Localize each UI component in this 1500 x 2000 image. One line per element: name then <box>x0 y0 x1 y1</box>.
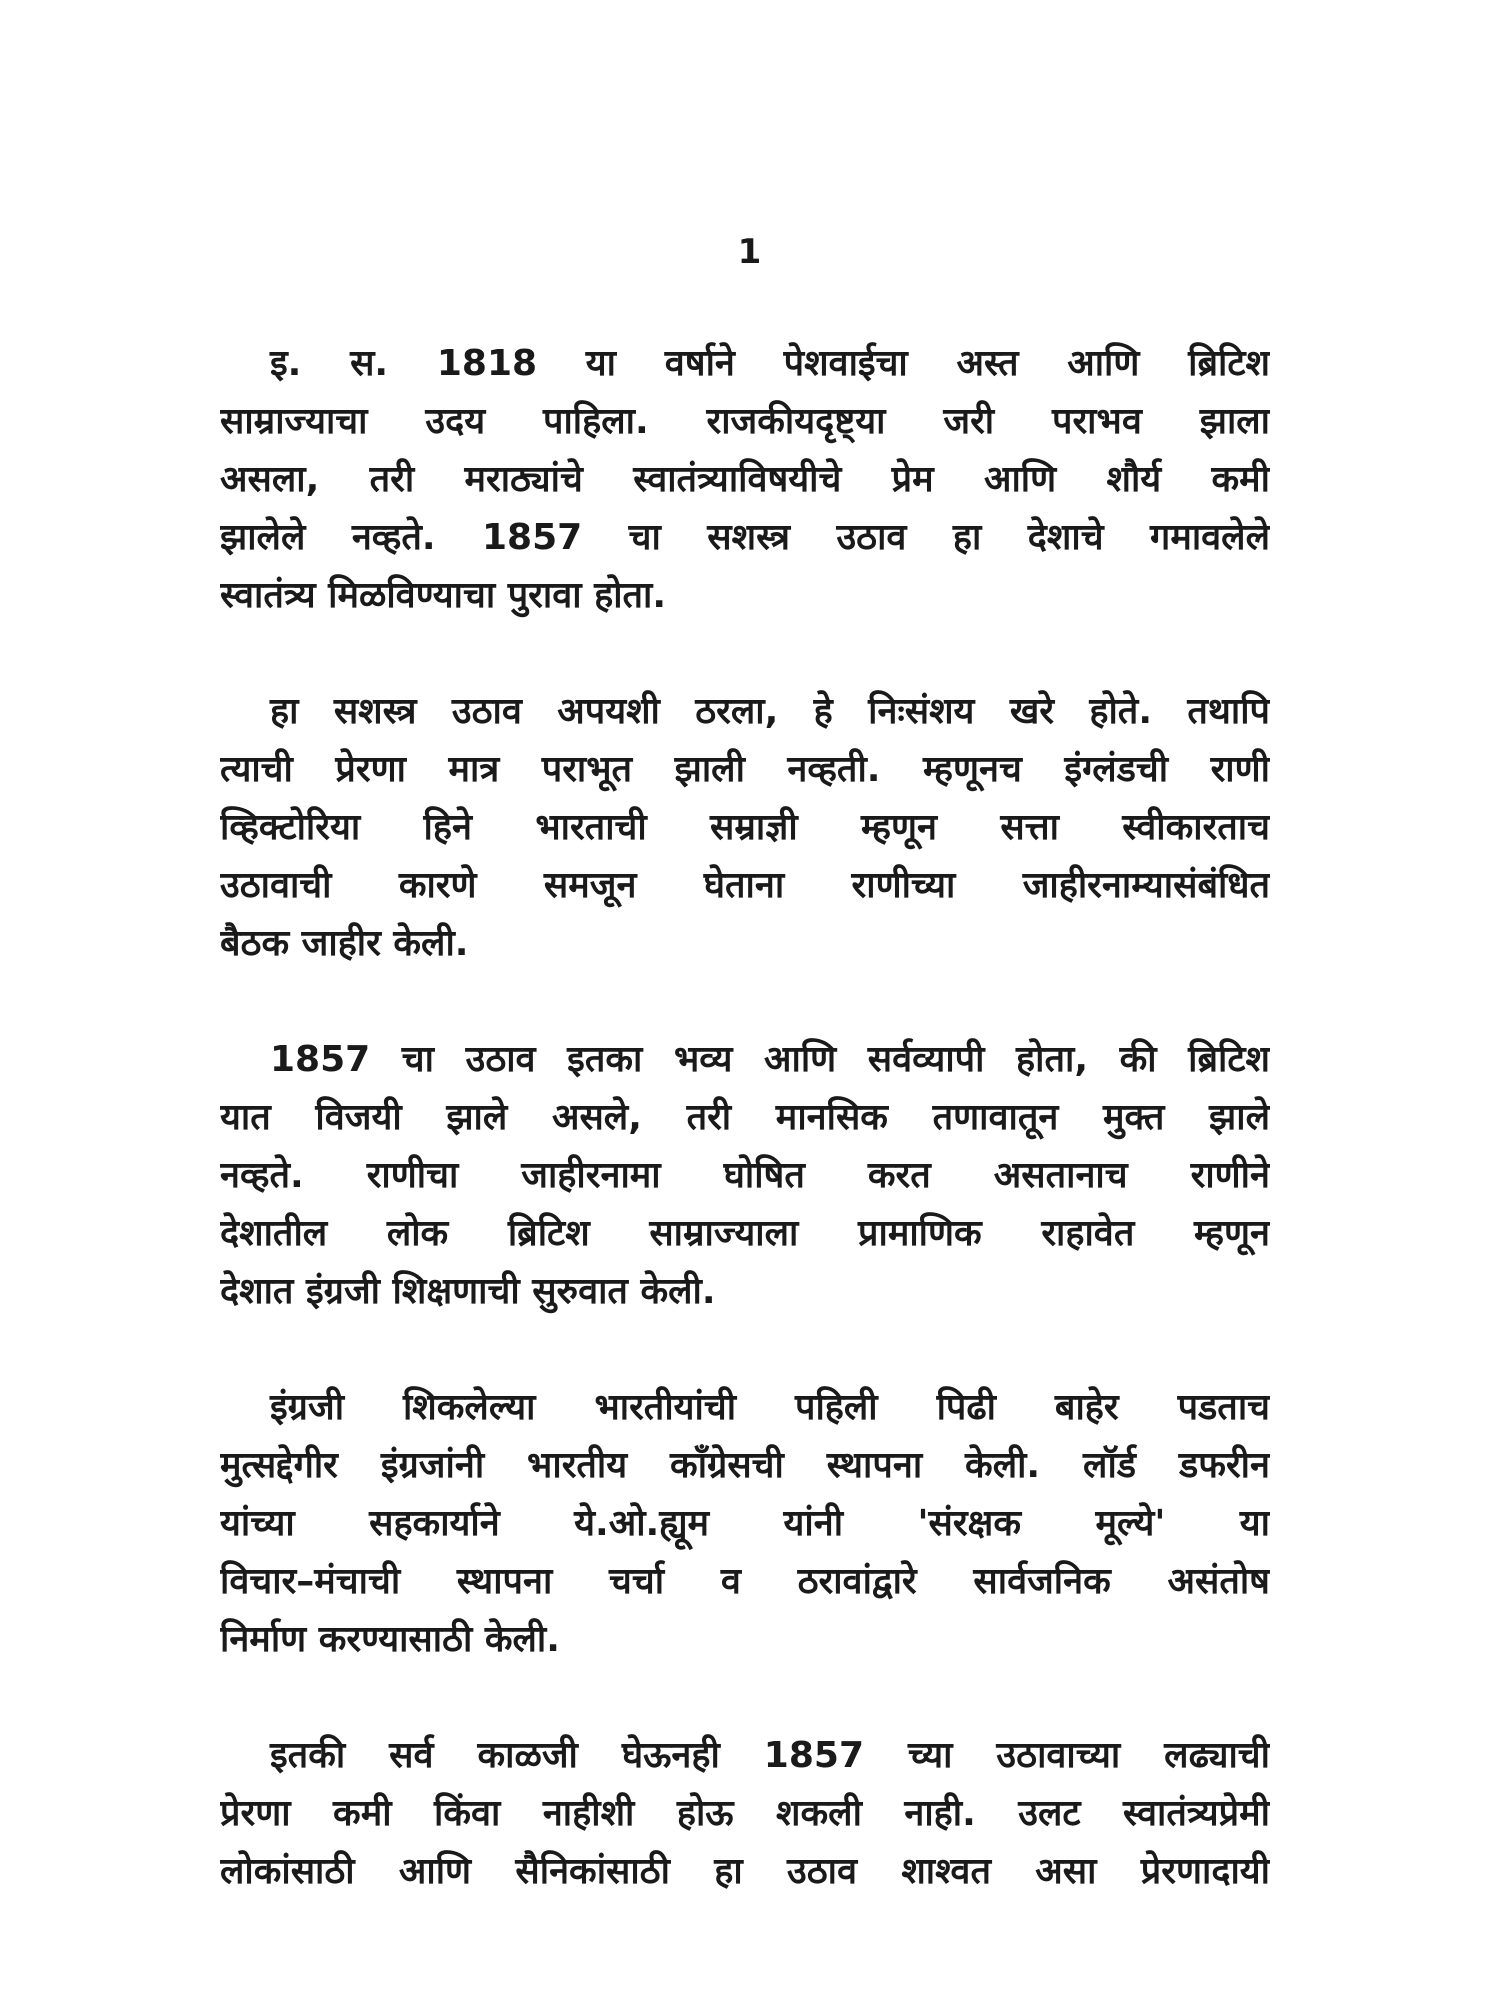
text-line: स्वातंत्र्य मिळविण्याचा पुरावा होता. <box>220 575 667 616</box>
text-line: बैठक जाहीर केली. <box>220 923 469 964</box>
page-number: 1 <box>737 232 763 272</box>
text-line: नव्हते. राणीचा जाहीरनामा घोषित करत असतानाच राणीने <box>220 1155 1270 1196</box>
text-line: यांच्या सहकार्याने ये.ओ.ह्यूम यांनी 'संरक्षक मूल्ये' या <box>220 1503 1270 1544</box>
text-line: इंग्रजी शिकलेल्या भारतीयांची पहिली पिढी बाहेर पडताच <box>270 1387 1270 1428</box>
paragraph <box>220 1031 1270 1321</box>
text-line: त्याची प्रेरणा मात्र पराभूत झाली नव्हती. म्हणूनच इंग्लंडची राणी <box>220 749 1270 790</box>
text-line: असला, तरी मराठ्यांचे स्वातंत्र्याविषयीचे प्रेम आणि शौर्य कमी <box>220 459 1270 500</box>
text-line: मुत्सद्देगीर इंग्रजांनी भारतीय काँग्रेसची स्थापना केली. लॉर्ड डफरीन <box>220 1445 1270 1486</box>
text-line: प्रेरणा कमी किंवा नाहीशी होऊ शकली नाही. उलट स्वातंत्र्यप्रेमी <box>220 1793 1270 1834</box>
text-line: झालेले नव्हते. 1857 चा सशस्त्र उठाव हा देशाचे गमावलेले <box>220 517 1270 558</box>
paragraph <box>220 683 1270 973</box>
paragraph <box>220 1379 1270 1669</box>
text-line: 1857 चा उठाव इतका भव्य आणि सर्वव्यापी होता, की ब्रिटिश <box>270 1039 1270 1080</box>
text-line: देशात इंग्रजी शिक्षणाची सुरुवात केली. <box>220 1271 716 1312</box>
text-line: लोकांसाठी आणि सैनिकांसाठी हा उठाव शाश्वत असा प्रेरणादायी <box>220 1851 1270 1892</box>
paragraph <box>220 1727 1270 1901</box>
text-line: निर्माण करण्यासाठी केली. <box>220 1619 560 1660</box>
body-text <box>220 335 1270 1959</box>
text-line: उठावाची कारणे समजून घेताना राणीच्या जाहीरनाम्यासंबंधित <box>220 865 1270 906</box>
text-line: व्हिक्टोरिया हिने भारताची सम्राज्ञी म्हणून सत्ता स्वीकारताच <box>220 807 1270 848</box>
paragraph <box>220 335 1270 625</box>
text-line: हा सशस्त्र उठाव अपयशी ठरला, हे निःसंशय खरे होते. तथापि <box>270 691 1270 732</box>
text-line: विचार–मंचाची स्थापना चर्चा व ठरावांद्वारे सार्वजनिक असंतोष <box>220 1561 1270 1602</box>
text-line: देशातील लोक ब्रिटिश साम्राज्याला प्रामाणिक राहावेत म्हणून <box>220 1213 1270 1254</box>
text-line: यात विजयी झाले असले, तरी मानसिक तणावातून मुक्त झाले <box>220 1097 1270 1138</box>
text-line: साम्राज्याचा उदय पाहिला. राजकीयदृष्ट्या जरी पराभव झाला <box>220 401 1270 442</box>
text-line: इतकी सर्व काळजी घेऊनही 1857 च्या उठावाच्या लढ्याची <box>270 1735 1270 1776</box>
text-line: इ. स. 1818 या वर्षाने पेशवाईचा अस्त आणि ब्रिटिश <box>270 343 1270 384</box>
